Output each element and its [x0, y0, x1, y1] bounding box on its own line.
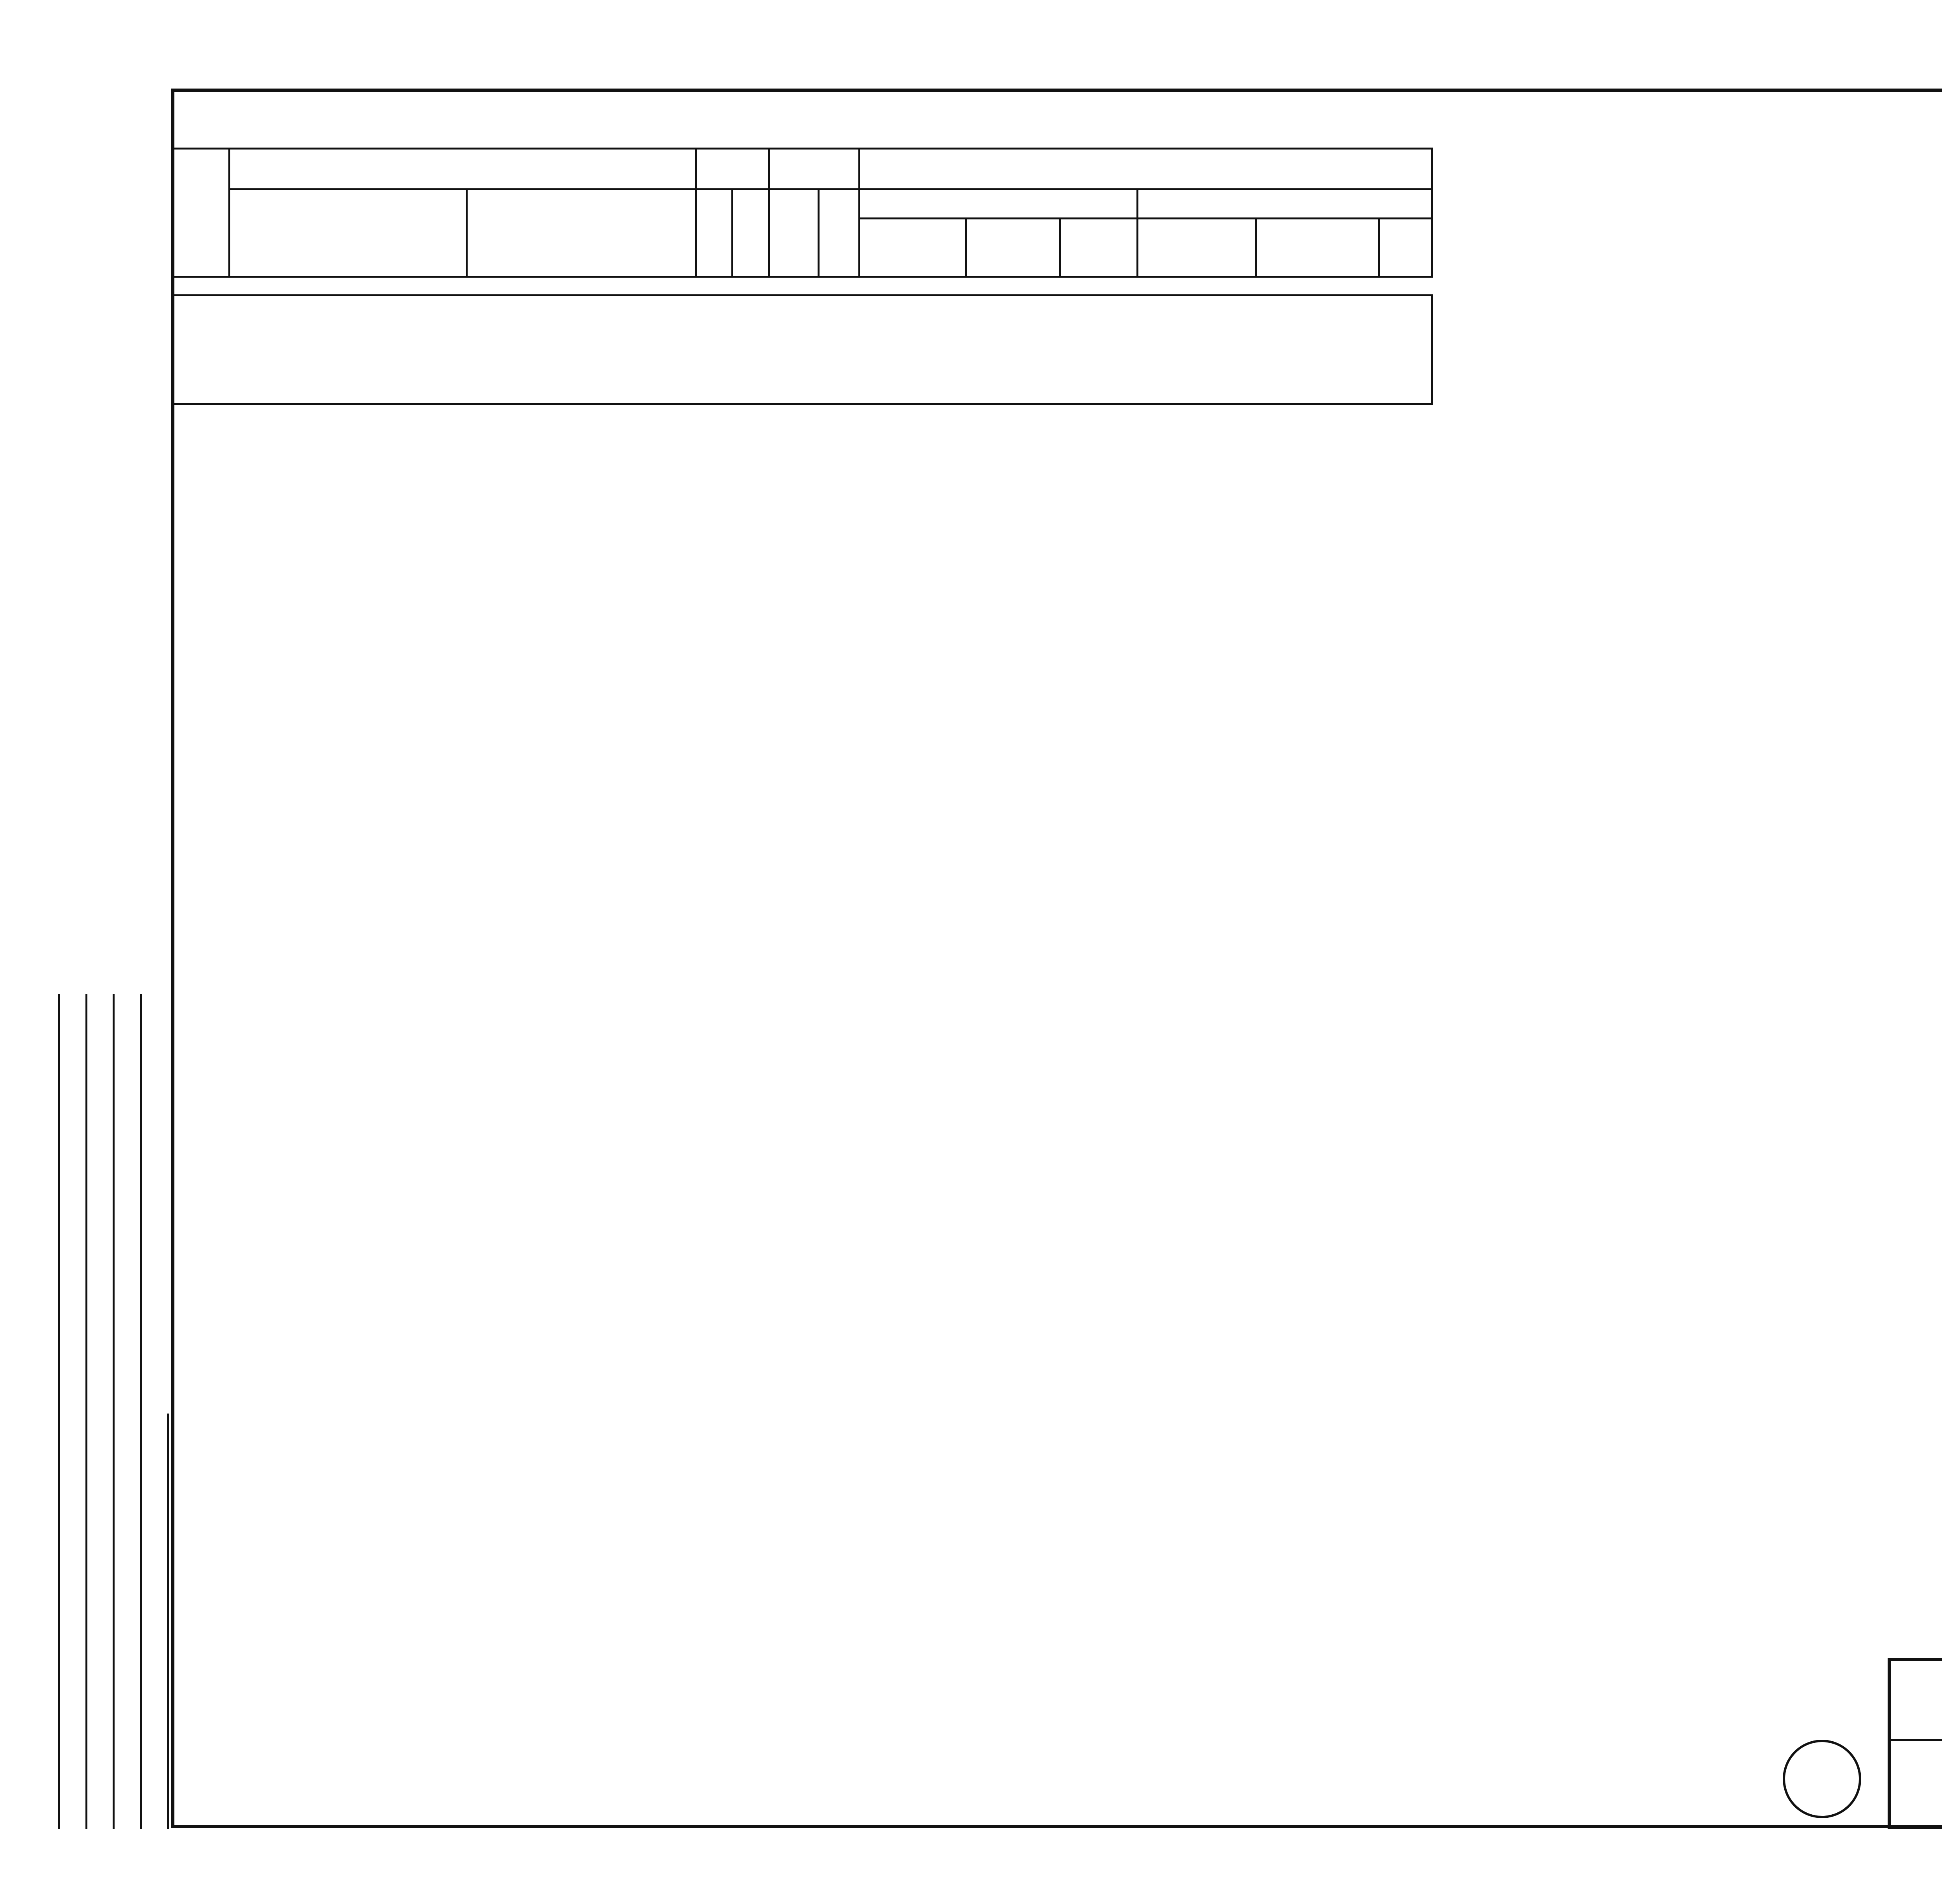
end-header	[466, 190, 696, 277]
approval-stamp	[58, 994, 171, 1829]
pipe-length-header	[769, 190, 818, 277]
calc-length-header	[1060, 219, 1138, 277]
laid-header	[1138, 190, 1432, 219]
cables-header	[859, 149, 1432, 190]
section-gap-row	[172, 296, 1432, 404]
pipes-header	[769, 149, 860, 190]
title-block	[1888, 1658, 1942, 1829]
by-project-header	[859, 190, 1137, 219]
route-header	[229, 149, 696, 190]
cable-journal-right-table	[1445, 148, 1942, 169]
through-boxes-header	[733, 190, 769, 277]
length2-header	[1379, 219, 1432, 277]
col-num-header	[172, 149, 230, 277]
pipe-diameter-header	[818, 190, 859, 277]
cores-header	[966, 219, 1060, 277]
cable-journal-left-table	[171, 148, 1433, 405]
page-number-circle	[1783, 1740, 1861, 1818]
passes-header	[696, 149, 769, 190]
start-header	[229, 190, 466, 277]
cores2-header	[1256, 219, 1379, 277]
through-pipes-header	[696, 190, 733, 277]
brand2-header	[1138, 219, 1256, 277]
brand-header	[859, 219, 966, 277]
